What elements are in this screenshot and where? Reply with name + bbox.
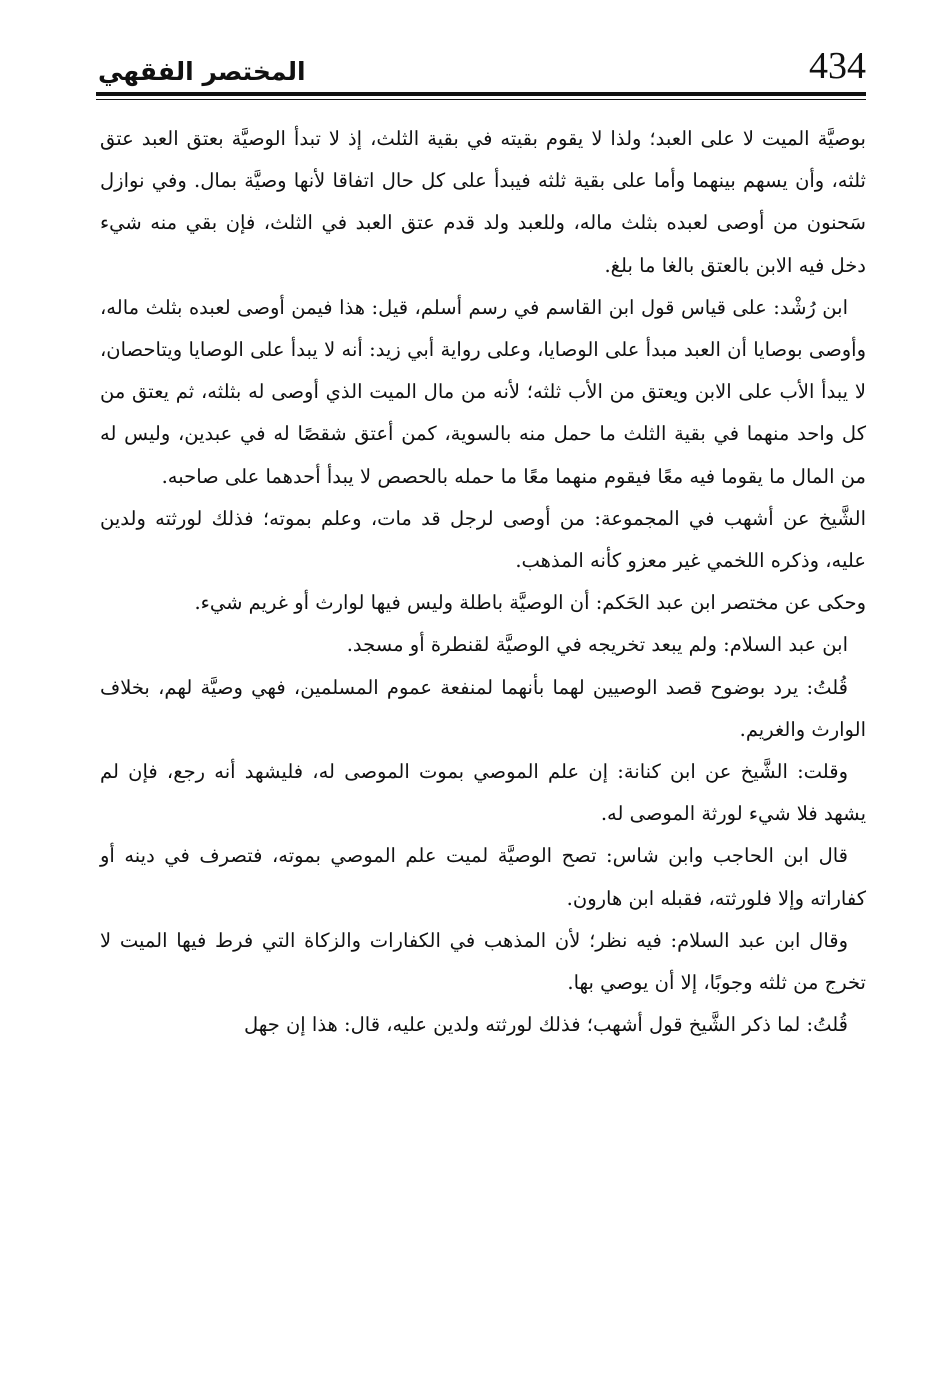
paragraph: وحكى عن مختصر ابن عبد الحَكم: أن الوصيَّة باطلة وليس فيها لوارث أو غريم شيء. [194, 591, 866, 615]
header-rule-thick [96, 92, 866, 96]
body-text [100, 118, 866, 1046]
paragraph: ابن عبد السلام: ولم يبعد تخريجه في الوصيَّة لقنطرة أو مسجد. [346, 633, 848, 657]
paragraph: قُلتُ: يرد بوضوح قصد الوصيين لهما بأنهما لمنفعة عموم المسلمين، فهي وصيَّة لهم، بخلاف الوارث والغريم. [100, 675, 866, 741]
page-number: 434 [809, 45, 866, 87]
paragraph: وقال ابن عبد السلام: فيه نظر؛ لأن المذهب في الكفارات والزكاة التي فرط فيها الميت لا تخرج من ثلثه وجوبًا، إلا أن يوصي بها. [100, 928, 866, 995]
header-rule-thin [96, 99, 866, 100]
paragraph: بوصيَّة الميت لا على العبد؛ ولذا لا يقوم بقيته في بقية الثلث، إذ لا تبدأ الوصيَّة بعتق العبد عتق ثلثه، وأن يسهم بينهما وأما على بقية ثلثه فيبدأ على كل حال اتفاقا لأنها وصيَّة بمال. وفي نوازل سَحنون من أوصى لعبده بثلث ماله، وللعبد ولد قدم عتق العبد في الثلث، فإن بقي منه شيء دخل فيه الابن بالعتق بالغا ما بلغ. [100, 127, 866, 277]
paragraph: الشَّيخ عن أشهب في المجموعة: من أوصى لرجل قد مات، وعلم بموته؛ فذلك لورثته ولدين عليه، وذكره اللخمي غير معزو كأنه المذهب. [100, 506, 866, 573]
paragraph: ابن رُشْد: على قياس قول ابن القاسم في رسم أسلم، قيل: هذا فيمن أوصى لعبده بثلث ماله، وأوصى بوصايا أن العبد مبدأ على الوصايا، وعلى رواية أبي زيد: أنه لا يبدأ على الوصايا ويتاحصان، لا يبدأ الأب على الابن ويعتق من الأب ثلثه؛ لأنه من مال الميت الذي أوصى له بثلثه، ثم يعتق من كل واحد منهما في بقية الثلث ما حمل منه بالسوية، كمن أعتق شقصًا له في عبدين، وليس له من المال ما يقوما فيه معًا فيقوم منهما معًا ما حمله بالحصص لا يبدأ أحدهما على صاحبه. [100, 295, 866, 488]
paragraph: قال ابن الحاجب وابن شاس: تصح الوصيَّة لميت علم الموصي بموته، فتصرف في دينه أو كفاراته وإلا فلورثته، فقبله ابن هارون. [100, 844, 866, 910]
page-header [96, 38, 866, 100]
running-title: المختصر الفقهي [98, 57, 306, 86]
paragraph: وقلت: الشَّيخ عن ابن كنانة: إن علم الموصي بموت الموصى له، فليشهد أنه رجع، فإن لم يشهد فلا شيء لورثة الموصى له. [100, 760, 866, 826]
paragraph: قُلتُ: لما ذكر الشَّيخ قول أشهب؛ فذلك لورثته ولدين عليه، قال: هذا إن جهل [243, 1013, 848, 1037]
